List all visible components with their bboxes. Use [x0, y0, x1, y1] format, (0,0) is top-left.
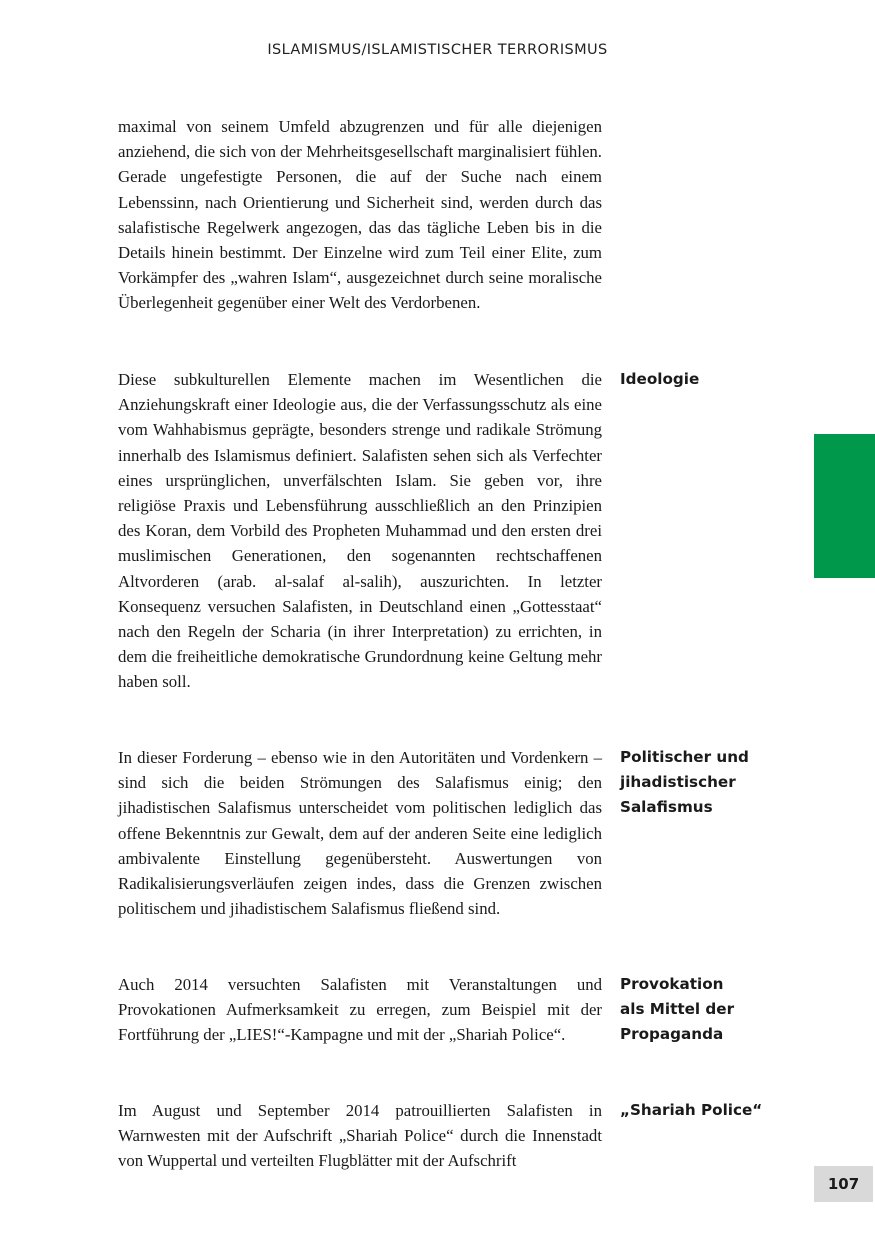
margin-note-shariah-police — [620, 1098, 770, 1123]
margin-note-line: jihadistischer — [620, 773, 736, 792]
paragraph-ideologie: Diese subkulturellen Elemente machen im Wesentlichen die Anziehungskraft einer Ideologie aus, die der Verfassungsschutz als eine vom Wahhabismus geprägte, besonders strenge und radikale Strömung innerhalb des Islamismus definiert. Salafisten sehen sich als Verfechter eines ursprünglichen, unverfälschten Islam. Sie geben vor, ihre religiöse Praxis und Lebensführung ausschließlich an den Prinzipien des Koran, dem Vorbild des Propheten Muhammad und den ersten drei muslimischen Generationen, den sogenannten rechtschaffenen Altvorderen (arab. al-salaf al-salih), auszurichten. In letzter Konsequenz versuchen Salafisten, in Deutschland einen „Gottesstaat“ nach den Regeln der Scharia (in ihrer Interpretation) zu errichten, in dem die freiheitliche demokratische Grundordnung keine Geltung mehr haben soll. — [118, 370, 602, 692]
section-color-tab — [814, 434, 875, 578]
margin-note-line: „Shariah Police“ — [620, 1101, 763, 1119]
paragraph-provokation: Auch 2014 versuchten Salafisten mit Veranstaltungen und Provokationen Aufmerksamkeit zu erregen, zum Beispiel mit der Fortführung der „LIES!“-Kampagne und mit der „Shariah Police“. — [118, 975, 602, 1045]
page-number: 107 — [814, 1166, 873, 1202]
running-header: ISLAMISMUS/ISLAMISTISCHER TERRORISMUS — [267, 42, 608, 58]
margin-note-provokation — [620, 972, 770, 1048]
margin-note-line: als Mittel der — [620, 1000, 735, 1019]
margin-note-line: Propaganda — [620, 1025, 724, 1044]
margin-note-line: Salafismus — [620, 798, 713, 817]
margin-note-line: Politischer und — [620, 748, 749, 766]
margin-note-line: Ideologie — [620, 370, 700, 388]
margin-note-ideologie — [620, 367, 770, 392]
margin-note-salafismus — [620, 745, 770, 821]
paragraph-intro: maximal von seinem Umfeld abzugrenzen und für alle diejenigen anziehend, die sich von der Mehrheitsgesellschaft marginalisiert fühlen. Gerade ungefestigte Personen, die auf der Suche nach einem Lebenssinn, nach Orientierung und Sicherheit sind, werden durch das salafistische Regelwerk angezogen, das das tägliche Leben bis in die Details hinein bestimmt. Der Einzelne wird zum Teil einer Elite, zum Vorkämpfer des „wahren Islam“, ausgezeichnet durch seine moralische Überlegenheit gegenüber einer Welt des Verdorbenen. — [118, 117, 602, 313]
paragraph-salafismus: In dieser Forderung – ebenso wie in den Autoritäten und Vordenkern – sind sich die beiden Strömungen des Salafismus einig; den jihadistischen Salafismus unterscheidet vom politischen lediglich das offene Bekenntnis zur Gewalt, dem auf der anderen Seite eine lediglich ambivalente Einstellung gegenübersteht. Auswertungen von Radikalisierungsverläufen zeigen indes, dass die Grenzen zwischen politischem und jihadistischem Salafismus fließend sind. — [118, 748, 602, 919]
paragraph-shariah-police: Im August und September 2014 patrouillierten Salafisten in Warnwesten mit der Aufschrift „Shariah Police“ durch die Innenstadt von Wuppertal und verteilten Flugblätter mit der Aufschrift — [118, 1101, 602, 1171]
margin-note-line: Provokation — [620, 975, 724, 993]
